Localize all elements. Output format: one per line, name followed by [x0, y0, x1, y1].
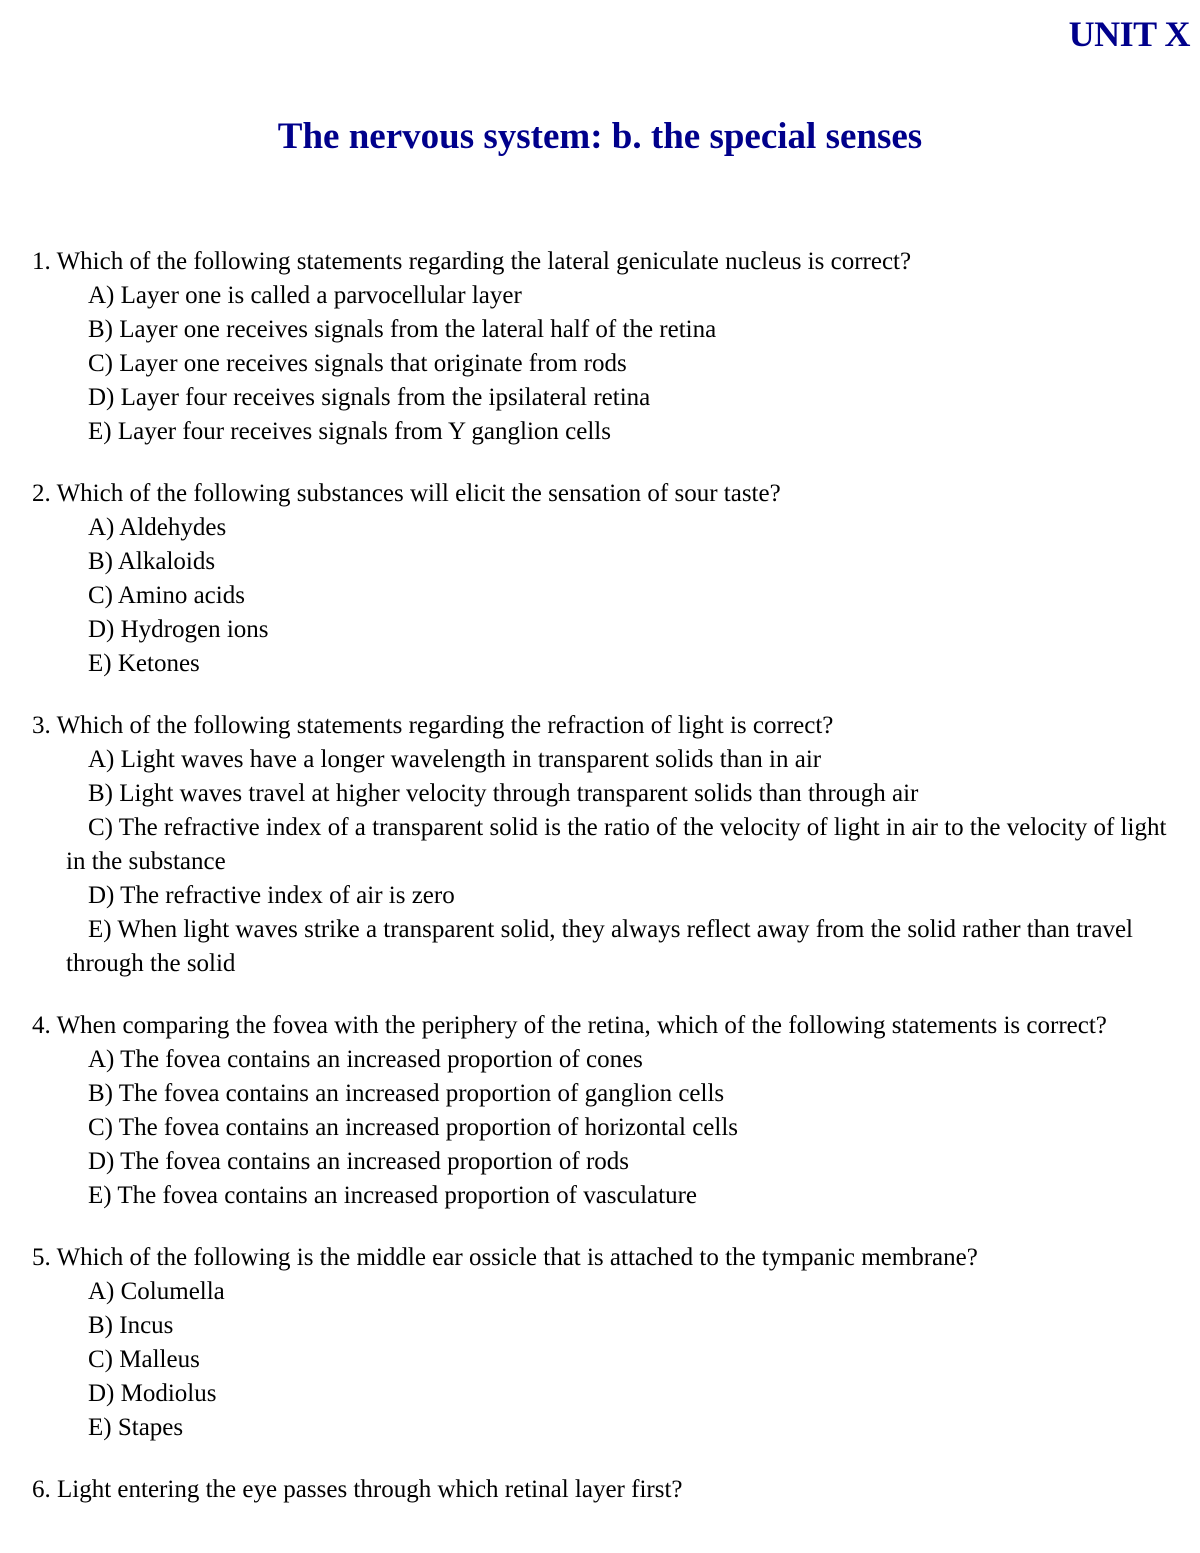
answer-option: E) Layer four receives signals from Y ganglion cells: [88, 418, 611, 445]
answer-option: B) Layer one receives signals from the lateral half of the retina: [88, 316, 717, 343]
answer-option: C) The refractive index of a transparent solid is the ratio of the velocity of light in air to the velocity of light in the substance: [66, 814, 1167, 875]
question-stem: [0, 1473, 1200, 1507]
question-number: 6.: [32, 1476, 51, 1503]
question-number: 2.: [32, 480, 51, 507]
answer-option: E) Ketones: [88, 650, 200, 677]
answer-option: B) Alkaloids: [88, 548, 216, 575]
answer-option: B) Light waves travel at higher velocity through transparent solids than through air: [88, 780, 919, 807]
question-number: 5.: [32, 1244, 51, 1271]
answer-option: A) Columella: [88, 1278, 225, 1305]
answer-option: C) The fovea contains an increased proportion of horizontal cells: [88, 1114, 739, 1141]
answer-option: E) Stapes: [88, 1414, 184, 1441]
question-text: Which of the following statements regarding the refraction of light is correct?: [56, 712, 834, 739]
answer-option: E) When light waves strike a transparent solid, they always reflect away from the solid rather than travel through the solid: [66, 916, 1134, 977]
unit-label: UNIT X: [1068, 14, 1190, 54]
answer-option: A) Light waves have a longer wavelength in transparent solids than in air: [88, 746, 822, 773]
page-title: The nervous system: b. the special senses: [277, 116, 923, 157]
answer-option: C) Amino acids: [88, 582, 245, 609]
question-text: Which of the following statements regarding the lateral geniculate nucleus is correct?: [56, 248, 912, 275]
answer-option: D) The fovea contains an increased proportion of rods: [88, 1148, 630, 1175]
answer-option: A) Aldehydes: [88, 514, 227, 541]
question-5: [0, 1241, 1200, 1445]
question-6: [0, 1473, 1200, 1507]
question-3: [0, 709, 1200, 981]
question-1: [0, 245, 1200, 449]
question-number: 3.: [32, 712, 51, 739]
answer-option: C) Malleus: [88, 1346, 200, 1373]
question-text: Which of the following substances will elicit the sensation of sour taste?: [56, 480, 781, 507]
question-stem: [0, 477, 1200, 511]
question-number: 4.: [32, 1012, 51, 1039]
question-stem: [0, 1009, 1200, 1043]
answer-option: E) The fovea contains an increased proportion of vasculature: [88, 1182, 698, 1209]
question-text: When comparing the fovea with the periphery of the retina, which of the following statements is correct?: [56, 1012, 1107, 1039]
question-2: [0, 477, 1200, 681]
answer-option: A) The fovea contains an increased proportion of cones: [88, 1046, 643, 1073]
answer-option: B) The fovea contains an increased proportion of ganglion cells: [88, 1080, 725, 1107]
answer-option: D) Layer four receives signals from the ipsilateral retina: [88, 384, 651, 411]
question-text: Light entering the eye passes through which retinal layer first?: [57, 1476, 683, 1503]
answer-option: B) Incus: [88, 1312, 174, 1339]
answer-option: C) Layer one receives signals that originate from rods: [88, 350, 627, 377]
answer-option: D) Hydrogen ions: [88, 616, 269, 643]
question-text: Which of the following is the middle ear ossicle that is attached to the tympanic membrane?: [56, 1244, 978, 1271]
answer-option: D) The refractive index of air is zero: [88, 882, 455, 909]
answer-option: D) Modiolus: [88, 1380, 217, 1407]
question-stem: [0, 245, 1200, 279]
question-number: 1.: [32, 248, 51, 275]
question-stem: [0, 709, 1200, 743]
question-list: [0, 245, 1200, 1535]
question-4: [0, 1009, 1200, 1213]
question-stem: [0, 1241, 1200, 1275]
answer-option: A) Layer one is called a parvocellular layer: [88, 282, 522, 309]
